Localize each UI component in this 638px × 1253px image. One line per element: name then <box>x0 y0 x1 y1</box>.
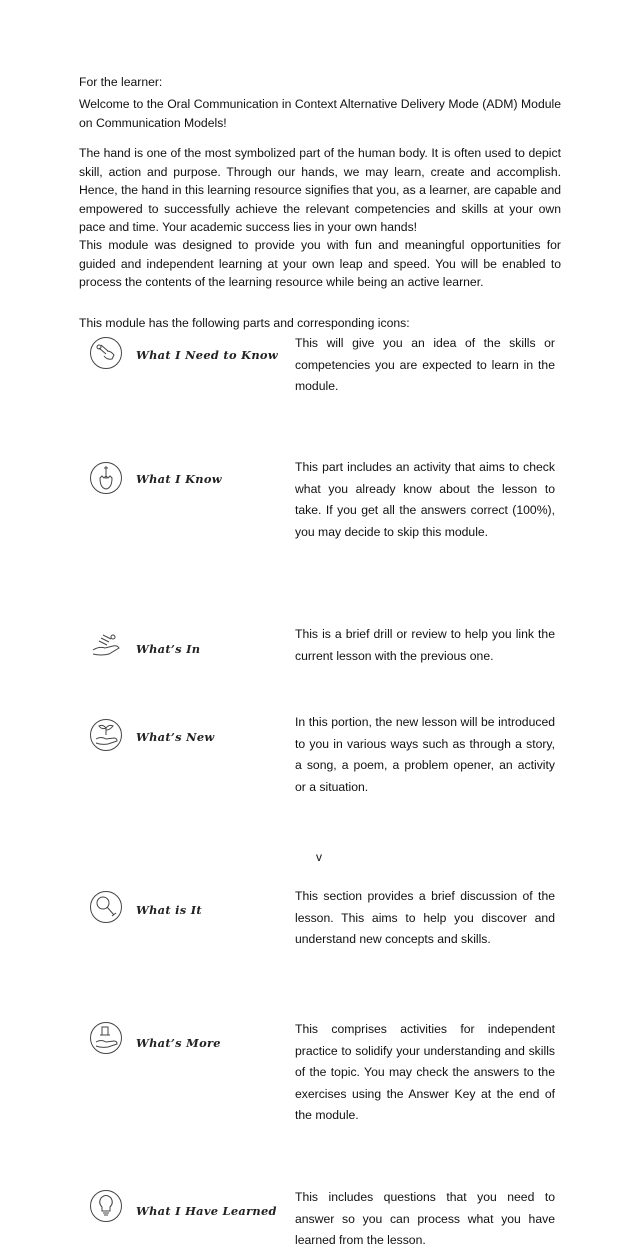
lightbulb-icon <box>89 1189 123 1223</box>
part-row <box>79 1019 561 1122</box>
part-description: This comprises activities for independent practice to solidify your understanding and skills of the topic. You may check the answers to the exercises using the Answer Key at the end of the module. <box>295 1022 555 1122</box>
parts-list <box>79 333 561 1247</box>
part-label: What I Know <box>136 472 222 486</box>
part-label: What’s More <box>136 1036 221 1050</box>
part-row <box>79 457 561 545</box>
part-row <box>79 886 561 954</box>
part-label: What I Need to Know <box>136 348 278 362</box>
part-description: This includes questions that you need to answer so you can process what you have learned from the lesson. <box>295 1190 555 1247</box>
hand-pencil-icon <box>89 461 123 495</box>
open-hand-icon <box>89 628 123 662</box>
plant-hand-icon <box>89 718 123 752</box>
for-learner-heading: For the learner: <box>79 75 163 89</box>
part-label: What is It <box>136 903 202 917</box>
pointing-hand-icon <box>89 336 123 370</box>
parts-intro: This module has the following parts and corresponding icons: <box>79 316 410 330</box>
part-description: This section provides a brief discussion of the lesson. This aims to help you discover and understand new concepts and skills. <box>295 889 555 946</box>
part-description: This is a brief drill or review to help you link the current lesson with the previous one. <box>295 627 555 663</box>
part-label: What’s In <box>136 642 201 656</box>
part-row <box>79 333 561 395</box>
page-number: v <box>316 850 322 864</box>
hand-tools-icon <box>89 1021 123 1055</box>
magnifier-icon <box>89 890 123 924</box>
part-description: This part includes an activity that aims to check what you already know about the lesson to take. If you get all the answers correct (100%), you may decide to skip this module. <box>295 460 555 539</box>
module-paragraph: This module was designed to provide you with fun and meaningful opportunities for guided and independent learning at your own leap and speed. You will be enabled to process the contents of the learning resource while being an active learner. <box>79 238 561 289</box>
part-row <box>79 624 561 670</box>
part-row <box>79 1187 561 1253</box>
part-description: This will give you an idea of the skills or competencies you are expected to learn in the module. <box>295 336 555 393</box>
part-row <box>79 712 561 802</box>
part-label: What I Have Learned <box>136 1204 277 1218</box>
welcome-paragraph: Welcome to the Oral Communication in Context Alternative Delivery Mode (ADM) Module on Communication Models! <box>79 97 561 130</box>
hand-paragraph: The hand is one of the most symbolized part of the human body. It is often used to depict skill, action and purpose. Through our hands, we may learn, create and accomplish. Hence, the hand in this learning resource signifies that you, as a learner, are capable and empowered to successfully achieve the relevant competencies and skills at your own pace and time. Your academic success lies in your own hands! <box>79 146 561 234</box>
part-description: In this portion, the new lesson will be introduced to you in various ways such as through a story, a song, a poem, a problem opener, an activity or a situation. <box>295 715 555 794</box>
part-label: What’s New <box>136 730 215 744</box>
